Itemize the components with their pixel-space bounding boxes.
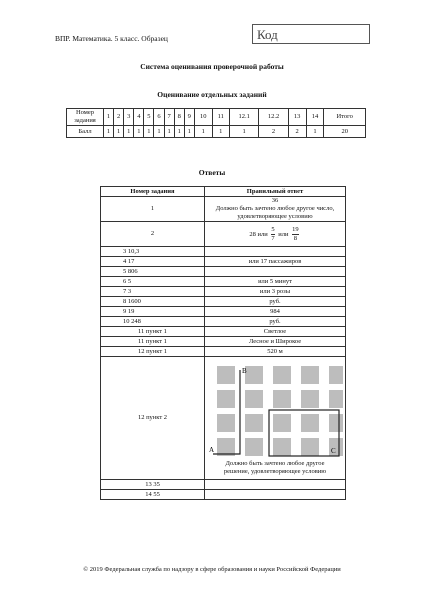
point-label-a: A: [209, 446, 215, 454]
answer-cell: руб.: [205, 297, 346, 307]
score-num: 6: [154, 109, 164, 126]
score-val: 2: [259, 126, 288, 138]
task-number: 4 17: [101, 257, 205, 267]
header-text: ВПР. Математика. 5 класс. Образец: [55, 34, 168, 43]
score-num: 14: [306, 109, 324, 126]
answer-row: [101, 247, 346, 257]
score-val: 1: [229, 126, 258, 138]
score-val: 1: [306, 126, 324, 138]
fraction: [271, 226, 274, 243]
scores-row-points: [67, 126, 366, 138]
task-number: 11 пункт 1: [101, 337, 205, 347]
fraction-denominator: 7: [271, 234, 275, 242]
answer-row: [101, 490, 346, 500]
task-number: 14 55: [101, 490, 205, 500]
task-number: 9 19: [101, 307, 205, 317]
answer-row: [101, 357, 346, 480]
answer-row: [101, 347, 346, 357]
task-number: 10 248: [101, 317, 205, 327]
answer-cell: или 17 пассажиров: [205, 257, 346, 267]
fraction-denominator: 8: [293, 234, 297, 242]
task-number: 8 1600: [101, 297, 205, 307]
answer-row: [101, 480, 346, 490]
city-map-diagram: [205, 360, 345, 460]
title-system: Система оценивания проверочной работы: [140, 62, 284, 71]
fraction: [292, 226, 299, 243]
answer-cell: [205, 357, 346, 480]
answer-row: [101, 277, 346, 287]
scores-label-number: Номер задания: [67, 109, 104, 126]
city-blocks: [217, 366, 343, 456]
answer-row: [101, 317, 346, 327]
scores-label-points: Балл: [67, 126, 104, 138]
score-val: 1: [144, 126, 154, 138]
score-num: 3: [124, 109, 134, 126]
answer-row: [101, 267, 346, 277]
answer-row: [101, 287, 346, 297]
answer-line: удовлетворяющее условию: [237, 213, 313, 220]
answer-line: решение, удовлетворяющее условию: [223, 468, 327, 475]
answer-cell: 984: [205, 307, 346, 317]
score-val: 2: [288, 126, 306, 138]
scores-row-numbers: [67, 109, 366, 126]
score-val: 1: [184, 126, 194, 138]
footer-copyright: © 2019 Федеральная служба по надзору в сфере образования и науки Российской Федерации: [83, 566, 341, 573]
fraction-numerator: 5: [271, 225, 275, 233]
score-val: 1: [174, 126, 184, 138]
score-val: 1: [134, 126, 144, 138]
task-number: 2: [101, 222, 205, 247]
score-num: 13: [288, 109, 306, 126]
score-val: 1: [154, 126, 164, 138]
answer-cell: [205, 197, 346, 222]
answer-cell: Светлое: [205, 327, 346, 337]
answer-cell: руб.: [205, 317, 346, 327]
point-label-b: B: [242, 367, 247, 375]
scores-table: [66, 108, 366, 138]
answers-header-row: [101, 187, 346, 197]
answer-line: Должно быть зачтено любое другое число,: [215, 205, 335, 212]
header-task-number: Номер задания: [101, 187, 205, 197]
code-box[interactable]: Код: [252, 24, 370, 44]
answers-table: [100, 186, 346, 500]
task-number: 6 5: [101, 277, 205, 287]
task-number: 7 3: [101, 287, 205, 297]
score-val: 1: [194, 126, 212, 138]
score-num: 12.1: [229, 109, 258, 126]
title-answers: Ответы: [198, 168, 226, 177]
answer-cell: [205, 480, 346, 490]
score-num: 7: [164, 109, 174, 126]
answer-cell: 520 м: [205, 347, 346, 357]
answer-row: [101, 222, 346, 247]
score-val: 1: [104, 126, 114, 138]
task-number: 12 пункт 1: [101, 347, 205, 357]
score-val: 1: [114, 126, 124, 138]
score-val: 1: [124, 126, 134, 138]
task-number: 12 пункт 2: [101, 357, 205, 480]
answer-line: 36: [271, 197, 279, 204]
score-num: 5: [144, 109, 154, 126]
task-number: 11 пункт 1: [101, 327, 205, 337]
task-number: 13 35: [101, 480, 205, 490]
answer-cell: или 5 минут: [205, 277, 346, 287]
header-correct-answer: Правильный ответ: [205, 187, 346, 197]
score-num: Итого: [324, 109, 366, 126]
task-number: 5 806: [101, 267, 205, 277]
answer-cell: [205, 222, 346, 247]
score-val: 1: [212, 126, 229, 138]
point-label-c: C: [331, 447, 336, 455]
task-number: 1: [101, 197, 205, 222]
score-num: 8: [174, 109, 184, 126]
score-val: 1: [164, 126, 174, 138]
score-num: 1: [104, 109, 114, 126]
answer-row: [101, 257, 346, 267]
score-num: 9: [184, 109, 194, 126]
answer-cell: или 3 розы: [205, 287, 346, 297]
answer-row: [101, 327, 346, 337]
answer-row: [101, 307, 346, 317]
title-evaluation: Оценивание отдельных заданий: [157, 90, 267, 99]
task-number: 3 10,3: [101, 247, 205, 257]
score-num: 11: [212, 109, 229, 126]
answer-mid: или: [278, 230, 289, 238]
answer-cell: Лесное и Широкое: [205, 337, 346, 347]
score-num: 10: [194, 109, 212, 126]
score-num: 12.2: [259, 109, 288, 126]
answer-cell: [205, 267, 346, 277]
score-val: 20: [324, 126, 366, 138]
answer-row: [101, 297, 346, 307]
answer-row: [101, 197, 346, 222]
score-num: 4: [134, 109, 144, 126]
answer-line: Должно быть зачтено любое другое: [225, 460, 325, 467]
answer-prefix: 28 или: [249, 230, 268, 238]
score-num: 2: [114, 109, 124, 126]
fraction-numerator: 19: [292, 225, 299, 233]
answer-row: [101, 337, 346, 347]
answer-cell: [205, 490, 346, 500]
answer-cell: [205, 247, 346, 257]
